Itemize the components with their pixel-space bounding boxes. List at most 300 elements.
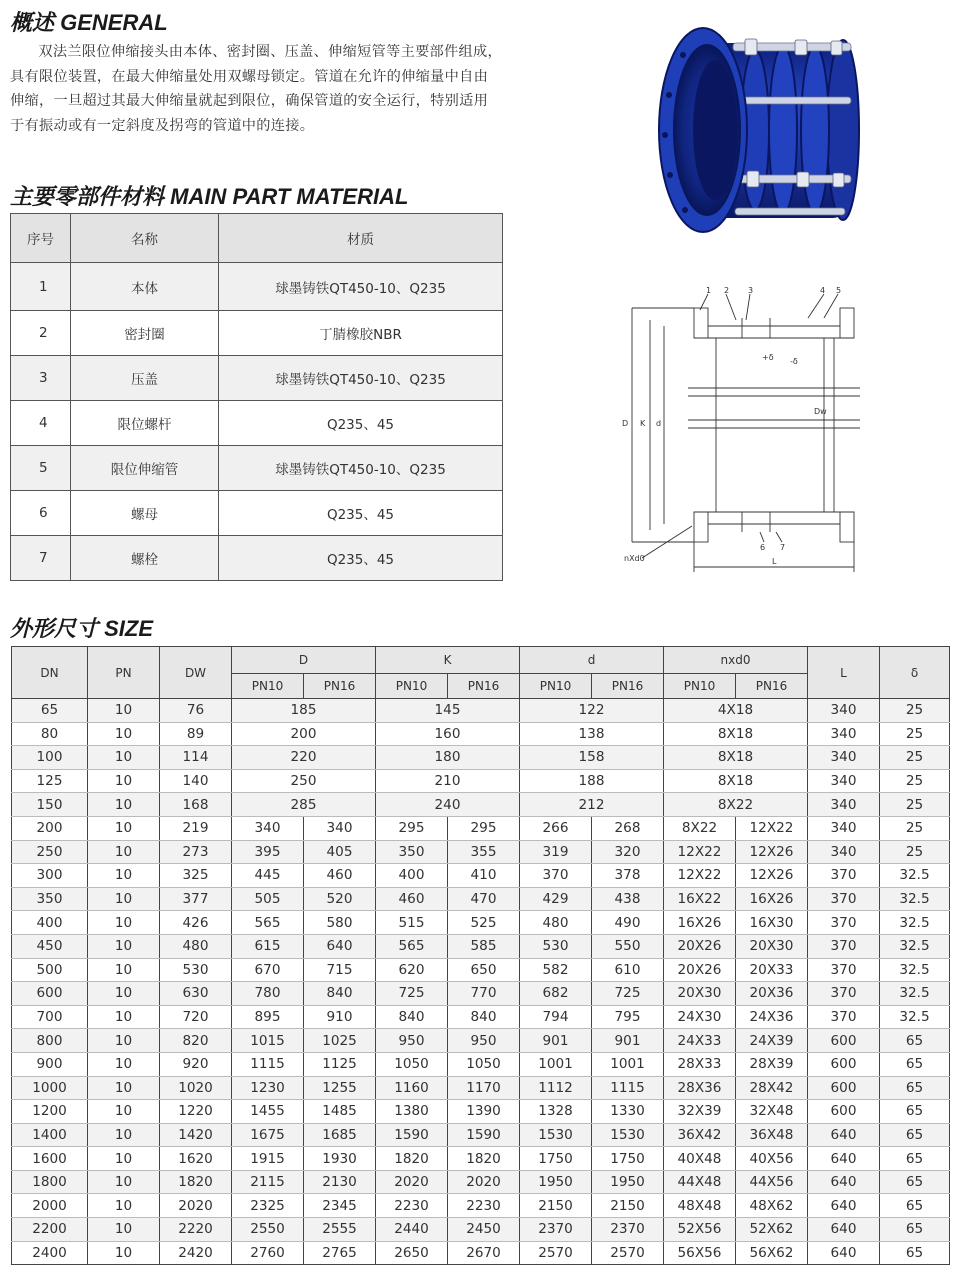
table-cell: 340 [808,793,880,817]
table-cell: 840 [376,1005,448,1029]
table-cell: 10 [88,1170,160,1194]
table-cell: 28X33 [664,1052,736,1076]
table-cell: 220 [232,746,376,770]
table-cell: 24X33 [664,1029,736,1053]
table-cell: 32.5 [880,864,950,888]
table-cell: 240 [376,793,520,817]
table-cell: 480 [520,911,592,935]
cell-material: 球墨铸铁QT450-10、Q235 [219,446,503,491]
table-row [12,1241,950,1265]
table-cell: 188 [520,769,664,793]
table-cell: 25 [880,746,950,770]
table-cell: 1820 [448,1147,520,1171]
table-cell: 24X39 [736,1029,808,1053]
table-cell: 525 [448,911,520,935]
table-cell: 780 [232,982,304,1006]
table-cell: 140 [160,769,232,793]
table-cell: 410 [448,864,520,888]
table-cell: 10 [88,934,160,958]
col-header-no: 序号 [11,214,71,263]
table-cell: 150 [12,793,88,817]
table-row [12,722,950,746]
table-cell: 20X26 [664,934,736,958]
table-cell: 25 [880,840,950,864]
table-cell: 1000 [12,1076,88,1100]
product-photo [655,25,867,240]
col-header-pn16: PN16 [304,674,376,699]
table-cell: 640 [808,1218,880,1242]
table-cell: 1050 [376,1052,448,1076]
table-row [12,769,950,793]
table-cell: 200 [12,816,88,840]
table-cell: 640 [808,1147,880,1171]
col-header-dw: DW [160,647,232,699]
table-cell: 319 [520,840,592,864]
cell-no: 3 [11,356,71,401]
table-cell: 895 [232,1005,304,1029]
table-cell: 65 [880,1029,950,1053]
table-cell: 1160 [376,1076,448,1100]
table-cell: 505 [232,887,304,911]
table-row [12,1218,950,1242]
table-cell: 219 [160,816,232,840]
table-row [12,911,950,935]
table-cell: 65 [880,1218,950,1242]
table-cell: 840 [304,982,376,1006]
table-cell: 800 [12,1029,88,1053]
table-cell: 438 [592,887,664,911]
table-cell: 1115 [592,1076,664,1100]
table-cell: 1115 [232,1052,304,1076]
table-cell: 32X48 [736,1100,808,1124]
table-cell: 650 [448,958,520,982]
table-cell: 1230 [232,1076,304,1100]
dim-Dw: Dw [814,407,827,416]
table-cell: 725 [376,982,448,1006]
table-cell: 8X18 [664,746,808,770]
table-cell: 550 [592,934,664,958]
table-cell: 600 [808,1029,880,1053]
table-cell: 10 [88,722,160,746]
table-cell: 8X22 [664,793,808,817]
table-cell: 8X18 [664,769,808,793]
table-cell: 640 [808,1194,880,1218]
table-cell: 460 [376,887,448,911]
table-cell: 1800 [12,1170,88,1194]
table-cell: 52X56 [664,1218,736,1242]
table-cell: 1200 [12,1100,88,1124]
cell-material: Q235、45 [219,536,503,581]
table-cell: 10 [88,1241,160,1265]
callout-2: 2 [724,286,730,295]
table-cell: 370 [808,1005,880,1029]
table-cell: 2765 [304,1241,376,1265]
table-cell: 370 [808,934,880,958]
table-cell: 405 [304,840,376,864]
material-heading: 主要零部件材料 MAIN PART MATERIAL [10,184,409,209]
col-header-pn16: PN16 [592,674,664,699]
table-cell: 520 [304,887,376,911]
table-cell: 1015 [232,1029,304,1053]
dim-nxd0: nXd0 [624,554,645,563]
col-header-d: d [520,647,664,674]
table-cell: 1400 [12,1123,88,1147]
col-header-L: L [808,647,880,699]
table-cell: 65 [880,1123,950,1147]
table-cell: 12X22 [664,864,736,888]
table-cell: 530 [520,934,592,958]
table-cell: 32X39 [664,1100,736,1124]
table-row [12,887,950,911]
table-cell: 65 [12,699,88,723]
cell-name: 限位螺杆 [71,401,219,446]
table-cell: 210 [376,769,520,793]
table-cell: 1220 [160,1100,232,1124]
dim-K: K [640,419,646,428]
table-cell: 500 [12,958,88,982]
table-row [11,356,503,401]
table-cell: 350 [12,887,88,911]
table-cell: 640 [808,1170,880,1194]
col-header-K: K [376,647,520,674]
table-cell: 40X48 [664,1147,736,1171]
table-cell: 1380 [376,1100,448,1124]
table-cell: 25 [880,769,950,793]
table-cell: 1915 [232,1147,304,1171]
table-cell: 2670 [448,1241,520,1265]
col-header-delta: δ [880,647,950,699]
table-cell: 158 [520,746,664,770]
table-cell: 370 [808,958,880,982]
table-cell: 530 [160,958,232,982]
table-cell: 2020 [448,1170,520,1194]
table-cell: 630 [160,982,232,1006]
table-cell: 2130 [304,1170,376,1194]
table-cell: 10 [88,958,160,982]
table-cell: 950 [448,1029,520,1053]
table-cell: 10 [88,840,160,864]
table-cell: 620 [376,958,448,982]
table-cell: 370 [808,864,880,888]
table-row [12,958,950,982]
table-cell: 10 [88,1218,160,1242]
table-cell: 10 [88,1005,160,1029]
table-cell: 480 [160,934,232,958]
table-cell: 2020 [160,1194,232,1218]
cell-name: 螺栓 [71,536,219,581]
size-table [11,646,950,1265]
table-cell: 65 [880,1170,950,1194]
table-cell: 901 [520,1029,592,1053]
table-cell: 10 [88,864,160,888]
table-cell: 2440 [376,1218,448,1242]
table-cell: 370 [520,864,592,888]
table-row [12,840,950,864]
table-cell: 640 [304,934,376,958]
dim-L: L [772,557,777,566]
table-cell: 794 [520,1005,592,1029]
table-cell: 28X36 [664,1076,736,1100]
cell-material: Q235、45 [219,491,503,536]
cell-name: 限位伸缩管 [71,446,219,491]
table-cell: 8X22 [664,816,736,840]
table-cell: 2000 [12,1194,88,1218]
table-cell: 1950 [592,1170,664,1194]
col-header-pn16: PN16 [448,674,520,699]
dim-D: D [622,419,629,428]
cell-material: 球墨铸铁QT450-10、Q235 [219,356,503,401]
table-row [11,491,503,536]
table-cell: 36X48 [736,1123,808,1147]
material-table [10,213,503,581]
table-cell: 16X26 [736,887,808,911]
table-row [11,536,503,581]
table-cell: 25 [880,699,950,723]
table-cell: 44X56 [736,1170,808,1194]
table-cell: 1820 [376,1147,448,1171]
table-cell: 168 [160,793,232,817]
col-header-dn: DN [12,647,88,699]
table-cell: 1330 [592,1100,664,1124]
table-cell: 2420 [160,1241,232,1265]
table-cell: 395 [232,840,304,864]
cell-no: 6 [11,491,71,536]
table-cell: 565 [232,911,304,935]
table-cell: 56X62 [736,1241,808,1265]
table-cell: 340 [808,746,880,770]
table-cell: 212 [520,793,664,817]
table-cell: 1390 [448,1100,520,1124]
table-cell: 10 [88,746,160,770]
table-cell: 10 [88,699,160,723]
table-cell: 640 [808,1123,880,1147]
table-cell: 10 [88,1100,160,1124]
table-cell: 1675 [232,1123,304,1147]
table-cell: 820 [160,1029,232,1053]
table-cell: 32.5 [880,887,950,911]
cell-no: 4 [11,401,71,446]
table-cell: 266 [520,816,592,840]
table-cell: 20X33 [736,958,808,982]
callout-1: 1 [706,286,712,295]
table-cell: 10 [88,793,160,817]
table-row [11,446,503,491]
table-cell: 2345 [304,1194,376,1218]
table-cell: 1112 [520,1076,592,1100]
table-cell: 2650 [376,1241,448,1265]
table-row [11,311,503,356]
cell-name: 压盖 [71,356,219,401]
table-cell: 1001 [520,1052,592,1076]
table-cell: 20X26 [664,958,736,982]
table-cell: 20X36 [736,982,808,1006]
table-cell: 910 [304,1005,376,1029]
table-cell: 180 [376,746,520,770]
table-cell: 1125 [304,1052,376,1076]
table-cell: 32.5 [880,1005,950,1029]
table-cell: 250 [232,769,376,793]
table-row [12,1076,950,1100]
table-cell: 1001 [592,1052,664,1076]
table-cell: 122 [520,699,664,723]
cell-material: 球墨铸铁QT450-10、Q235 [219,263,503,311]
cell-no: 5 [11,446,71,491]
table-cell: 1420 [160,1123,232,1147]
table-cell: 44X48 [664,1170,736,1194]
table-cell: 2370 [592,1218,664,1242]
table-cell: 700 [12,1005,88,1029]
table-cell: 1950 [520,1170,592,1194]
table-cell: 565 [376,934,448,958]
table-cell: 2555 [304,1218,376,1242]
table-cell: 10 [88,816,160,840]
table-row [12,699,950,723]
table-cell: 10 [88,1029,160,1053]
callout-6: 6 [760,543,766,552]
table-cell: 28X39 [736,1052,808,1076]
table-cell: 2230 [448,1194,520,1218]
table-cell: 56X56 [664,1241,736,1265]
table-cell: 10 [88,1052,160,1076]
table-cell: 580 [304,911,376,935]
table-cell: 2150 [520,1194,592,1218]
table-cell: 10 [88,1123,160,1147]
table-cell: 340 [808,816,880,840]
col-header-nxd0: nxd0 [664,647,808,674]
table-cell: 840 [448,1005,520,1029]
table-cell: 378 [592,864,664,888]
table-cell: 10 [88,911,160,935]
table-cell: 32.5 [880,982,950,1006]
table-cell: 715 [304,958,376,982]
table-cell: 2115 [232,1170,304,1194]
table-cell: 470 [448,887,520,911]
table-cell: 2450 [448,1218,520,1242]
table-cell: 2325 [232,1194,304,1218]
table-cell: 377 [160,887,232,911]
table-cell: 615 [232,934,304,958]
table-cell: 10 [88,1194,160,1218]
table-cell: 20X30 [736,934,808,958]
table-cell: 52X62 [736,1218,808,1242]
table-cell: 355 [448,840,520,864]
table-cell: 400 [376,864,448,888]
table-cell: 720 [160,1005,232,1029]
table-cell: 160 [376,722,520,746]
table-row [11,263,503,311]
table-cell: 36X42 [664,1123,736,1147]
table-cell: 300 [12,864,88,888]
col-header-D: D [232,647,376,674]
table-cell: 600 [12,982,88,1006]
table-cell: 12X26 [736,864,808,888]
table-cell: 2150 [592,1194,664,1218]
table-cell: 950 [376,1029,448,1053]
cell-no: 7 [11,536,71,581]
table-row [12,1194,950,1218]
cell-name: 螺母 [71,491,219,536]
table-cell: 920 [160,1052,232,1076]
table-cell: 65 [880,1241,950,1265]
table-cell: 1485 [304,1100,376,1124]
table-cell: 32.5 [880,958,950,982]
table-cell: 1530 [592,1123,664,1147]
table-cell: 65 [880,1147,950,1171]
table-cell: 340 [232,816,304,840]
size-heading: 外形尺寸 SIZE [10,616,154,641]
table-cell: 16X30 [736,911,808,935]
col-header-pn10: PN10 [520,674,592,699]
table-cell: 400 [12,911,88,935]
table-cell: 795 [592,1005,664,1029]
table-cell: 350 [376,840,448,864]
col-header-pn10: PN10 [664,674,736,699]
cell-no: 1 [11,263,71,311]
table-row [12,1052,950,1076]
table-cell: 370 [808,887,880,911]
table-cell: 1590 [448,1123,520,1147]
table-cell: 20X30 [664,982,736,1006]
table-row [12,1147,950,1171]
table-cell: 24X30 [664,1005,736,1029]
table-cell: 426 [160,911,232,935]
table-cell: 2570 [520,1241,592,1265]
table-cell: 1455 [232,1100,304,1124]
dim-minus-delta: -δ [790,357,798,366]
table-cell: 16X22 [664,887,736,911]
table-cell: 1750 [592,1147,664,1171]
table-cell: 295 [376,816,448,840]
table-cell: 2570 [592,1241,664,1265]
cell-material: Q235、45 [219,401,503,446]
table-cell: 28X42 [736,1076,808,1100]
table-cell: 10 [88,1076,160,1100]
table-cell: 1750 [520,1147,592,1171]
table-cell: 250 [12,840,88,864]
table-cell: 2550 [232,1218,304,1242]
table-cell: 1170 [448,1076,520,1100]
table-cell: 145 [376,699,520,723]
table-cell: 490 [592,911,664,935]
table-cell: 12X22 [736,816,808,840]
col-header-name: 名称 [71,214,219,263]
callout-3: 3 [748,286,754,295]
table-cell: 1328 [520,1100,592,1124]
table-cell: 1020 [160,1076,232,1100]
table-cell: 770 [448,982,520,1006]
table-cell: 340 [808,769,880,793]
table-cell: 1620 [160,1147,232,1171]
table-cell: 12X26 [736,840,808,864]
table-cell: 125 [12,769,88,793]
table-row [12,1170,950,1194]
table-cell: 370 [808,911,880,935]
table-cell: 10 [88,887,160,911]
col-header-pn: PN [88,647,160,699]
table-cell: 682 [520,982,592,1006]
cell-no: 2 [11,311,71,356]
table-cell: 1530 [520,1123,592,1147]
table-cell: 185 [232,699,376,723]
table-cell: 2400 [12,1241,88,1265]
table-cell: 2200 [12,1218,88,1242]
table-cell: 25 [880,793,950,817]
callout-4: 4 [820,286,826,295]
table-cell: 900 [12,1052,88,1076]
table-row [12,1100,950,1124]
table-cell: 325 [160,864,232,888]
table-row [12,1005,950,1029]
